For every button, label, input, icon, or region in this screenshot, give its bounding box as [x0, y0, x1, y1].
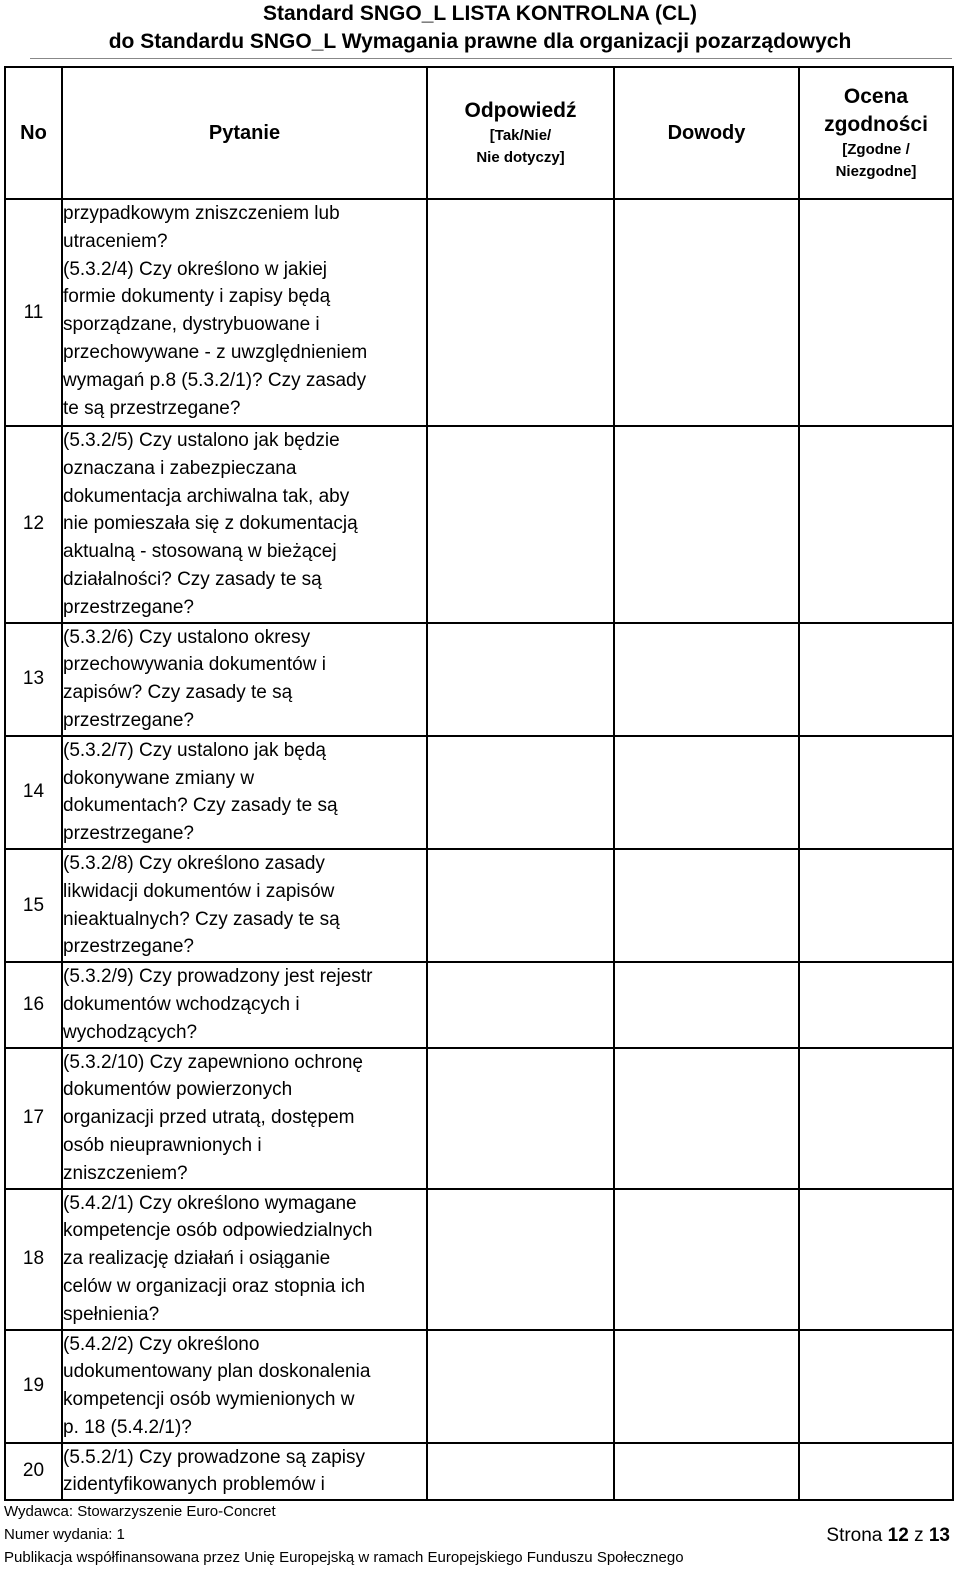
row-question: (5.3.2/8) Czy określono zasady likwidacji dokumentów i zapisów nieaktualnych? Czy zasady te są przestrzegane? — [62, 849, 427, 962]
evidence-cell[interactable] — [614, 623, 799, 736]
answer-cell[interactable] — [427, 1443, 614, 1501]
rating-cell[interactable] — [799, 199, 953, 426]
row-number: 16 — [5, 962, 62, 1047]
header-divider — [30, 58, 952, 59]
evidence-cell[interactable] — [614, 1330, 799, 1443]
answer-header-options-1: [Tak/Nie/ — [489, 127, 552, 144]
col-header-question: Pytanie — [62, 67, 427, 199]
answer-cell[interactable] — [427, 1189, 614, 1330]
answer-cell[interactable] — [427, 962, 614, 1047]
evidence-cell[interactable] — [614, 199, 799, 426]
checklist-table — [4, 66, 954, 1501]
footer-funding: Publikacja współfinansowana przez Unię Europejską w ramach Europejskiego Funduszu Społecznego — [4, 1549, 684, 1566]
answer-cell[interactable] — [427, 623, 614, 736]
table-header-row — [5, 67, 953, 199]
rating-cell[interactable] — [799, 849, 953, 962]
answer-cell[interactable] — [427, 849, 614, 962]
table-row — [5, 623, 953, 736]
row-question: (5.3.2/5) Czy ustalono jak będzie oznaczana i zabezpieczana dokumentacja archiwalna tak, aby nie pomieszała się z dokumentacją aktualną - stosowaną w bieżącej działalności? Czy zasady te są przestrzegane? — [62, 426, 427, 623]
row-question: (5.3.2/10) Czy zapewniono ochronę dokumentów powierzonych organizacji przed utratą, dostępem osób nieuprawnionych i zniszczeniem? — [62, 1048, 427, 1189]
row-number: 14 — [5, 736, 62, 849]
answer-cell[interactable] — [427, 426, 614, 623]
answer-cell[interactable] — [427, 199, 614, 426]
evidence-cell[interactable] — [614, 1189, 799, 1330]
table-row — [5, 736, 953, 849]
row-question: (5.3.2/7) Czy ustalono jak będą dokonywane zmiany w dokumentach? Czy zasady te są przestrzegane? — [62, 736, 427, 849]
evidence-cell[interactable] — [614, 1443, 799, 1501]
document-subtitle: do Standardu SNGO_L Wymagania prawne dla organizacji pozarządowych — [108, 30, 852, 53]
row-number: 18 — [5, 1189, 62, 1330]
row-number: 12 — [5, 426, 62, 623]
table-row — [5, 849, 953, 962]
answer-header-options-2: Nie dotyczy] — [476, 149, 565, 166]
rating-cell[interactable] — [799, 1443, 953, 1501]
evidence-cell[interactable] — [614, 849, 799, 962]
rating-cell[interactable] — [799, 1330, 953, 1443]
row-number: 13 — [5, 623, 62, 736]
table-row — [5, 1330, 953, 1443]
evidence-cell[interactable] — [614, 962, 799, 1047]
page-total: 13 — [928, 1525, 950, 1546]
row-question: (5.5.2/1) Czy prowadzone są zapisy zidentyfikowanych problemów i — [62, 1443, 427, 1501]
table-row — [5, 199, 953, 426]
row-number: 20 — [5, 1443, 62, 1501]
answer-cell[interactable] — [427, 1330, 614, 1443]
row-number: 15 — [5, 849, 62, 962]
page-separator: z — [914, 1525, 924, 1546]
document-title: Standard SNGO_L LISTA KONTROLNA (CL) — [263, 2, 697, 25]
rating-header-label-2: zgodności — [824, 113, 928, 136]
evidence-cell[interactable] — [614, 736, 799, 849]
table-row — [5, 1048, 953, 1189]
rating-cell[interactable] — [799, 623, 953, 736]
rating-header-options-2: Niezgodne] — [835, 163, 917, 180]
evidence-cell[interactable] — [614, 426, 799, 623]
page-current: 12 — [887, 1525, 909, 1546]
rating-cell[interactable] — [799, 736, 953, 849]
rating-cell[interactable] — [799, 1189, 953, 1330]
col-header-no: No — [5, 67, 62, 199]
page-prefix: Strona — [826, 1525, 883, 1546]
row-number: 11 — [5, 199, 62, 426]
answer-cell[interactable] — [427, 736, 614, 849]
table-row — [5, 426, 953, 623]
rating-header-label-1: Ocena — [843, 85, 909, 108]
row-number: 17 — [5, 1048, 62, 1189]
answer-cell[interactable] — [427, 1048, 614, 1189]
table-row — [5, 1443, 953, 1501]
rating-cell[interactable] — [799, 962, 953, 1047]
answer-header-label: Odpowiedź — [464, 99, 577, 122]
page-number — [826, 1525, 950, 1547]
row-question: (5.4.2/1) Czy określono wymagane kompetencje osób odpowiedzialnych za realizację działań i osiąganie celów w organizacji oraz stopnia ich spełnienia? — [62, 1189, 427, 1330]
table-row — [5, 962, 953, 1047]
col-header-answer — [427, 67, 614, 199]
row-number: 19 — [5, 1330, 62, 1443]
row-question: przypadkowym zniszczeniem lub utraceniem? (5.3.2/4) Czy określono w jakiej formie dokumenty i zapisy będą sporządzane, dystrybuowane i przechowywane - z uwzględnieniem wymagań p.8 (5.3.2/1)? Czy zasady te są przestrzegane? — [62, 199, 427, 426]
rating-cell[interactable] — [799, 426, 953, 623]
row-question: (5.4.2/2) Czy określono udokumentowany plan doskonalenia kompetencji osób wymienionych w p. 18 (5.4.2/1)? — [62, 1330, 427, 1443]
col-header-rating — [799, 67, 953, 199]
footer-edition: Numer wydania: 1 — [4, 1526, 125, 1543]
footer-publisher: Wydawca: Stowarzyszenie Euro-Concret — [4, 1503, 276, 1520]
evidence-cell[interactable] — [614, 1048, 799, 1189]
rating-cell[interactable] — [799, 1048, 953, 1189]
row-question: (5.3.2/9) Czy prowadzony jest rejestr dokumentów wchodzących i wychodzących? — [62, 962, 427, 1047]
row-question: (5.3.2/6) Czy ustalono okresy przechowywania dokumentów i zapisów? Czy zasady te są przestrzegane? — [62, 623, 427, 736]
table-row — [5, 1189, 953, 1330]
rating-header-options-1: [Zgodne / — [842, 141, 910, 158]
col-header-evidence: Dowody — [614, 67, 799, 199]
